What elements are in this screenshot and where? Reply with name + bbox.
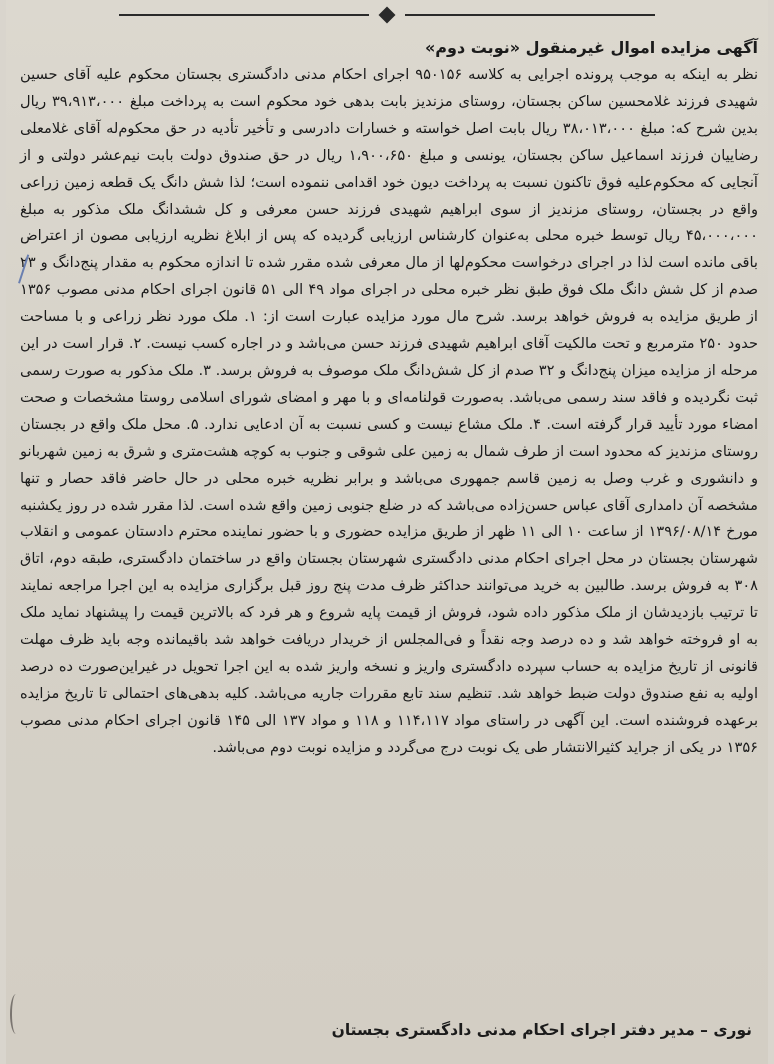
notice-body: نظر به اینکه به موجب پرونده اجرایی به کلاسه ۹۵۰۱۵۶ اجرای احکام مدنی دادگستری بجستان محکوم علیه آقای حسین شهیدی فرزند غلامحسین ساکن بجستان، روستای مزندیز بابت بدهی خود محکوم است به پرداخت مبلغ ۳۹،۹۱۳،۰۰۰ ریال بدین شرح که: مبلغ ۳۸،۰۱۳،۰۰۰ ریال بابت اصل خواسته و خسارات دادرسی و تأخیر تأدیه در حق محکوم‌له آقای غلامعلی رضاییان فرزند اسماعیل ساکن بجستان، یونسی و مبلغ ۱،۹۰۰،۶۵۰ ریال در حق صندوق دولت بابت نیم‌عشر دولتی و از آنجایی که محکوم‌علیه فوق تاکنون نسبت به پرداخت دیون خود اقدامی ننموده است؛ لذا شش دانگ یک قطعه زمین زراعی واقع در بجستان، روستای مزندیز از سوی ابراهیم شهیدی فرزند حسن معرفی و کل ششدانگ ملک مذکور به مبلغ ۴۵،۰۰۰،۰۰۰ ریال توسط خبره محلی به‌عنوان کارشناس ارزیابی گردیده که پس از ابلاغ نظریه ارزیابی مصون از اعتراض باقی مانده است لذا در اجرای درخواست محکوم‌لها از مال معرفی شده مقرر شده تا اندازه محکوم به مقدار پنج‌دانگ و ۲۳ صدم از کل شش دانگ ملک فوق طبق نظر خبره محلی در اجرای مواد ۴۹ الی ۵۱ قانون اجرای احکام مدنی مصوب ۱۳۵۶ از طریق مزایده به فروش خواهد برسد. شرح مال مورد مزایده عبارت است از: ۱. ملک مورد نظر زراعی و با مساحت حدود ۲۵۰ مترمربع و تحت مالکیت آقای ابراهیم شهیدی فرزند حسن می‌باشد و در اجاره کسب نیست. ۲. قرار است در این مرحله از مزایده میزان پنج‌دانگ و ۳۲ صدم از کل شش‌دانگ ملک موصوف به فروش برسد. ۳. ملک مذکور به صورت رسمی ثبت نگردیده و فاقد سند رسمی می‌باشد. به‌صورت قولنامه‌ای و با مهر و امضای شورای اسلامی روستا مشخصات و صحت امضاء مورد تأیید قرار گرفته است. ۴. ملک مشاع نیست و کسی نسبت به آن ادعایی ندارد. ۵. محل ملک واقع در بجستان روستای مزندیز که محدود است از طرف شمال به زمین علی شوقی و جنوب به کوچه هشت‌متری و شرق به زمین شهربانو و دانشوری و غرب وصل به زمین قاسم جمهوری می‌باشد و برابر نظریه خبره محلی در حال حاضر فاقد حصار و تنها مشخصه آن دامداری آقای عباس حسن‌زاده می‌باشد که در ضلع جنوبی زمین واقع شده است. لذا مقرر شده در روز یکشنبه مورخ ۱۳۹۶/۰۸/۱۴ از ساعت ۱۰ الی ۱۱ ظهر از طریق مزایده حضوری و با حضور نماینده محترم دادستان عمومی و انقلاب شهرستان بجستان در محل اجرای احکام مدنی دادگستری شهرستان بجستان واقع در ساختمان دادگستری، طبقه دوم، اتاق ۳۰۸ به فروش برسد. طالبین به خرید می‌توانند حداکثر ظرف مدت پنج روز قبل برگزاری مزایده به این اجرا مراجعه نمایند تا ترتیب بازدیدشان از ملک مذکور داده شود، فروش از قیمت پایه شروع و هر فرد که بالاترین قیمت را پیشنهاد نماید ملک به او فروخته خواهد شد و ده درصد وجه نقداً و فی‌المجلس از خریدار دریافت خواهد شد باقیمانده وجه باید ظرف مهلت قانونی از تاریخ مزایده به حساب سپرده دادگستری واریز و نسخه واریز شده به این اجرا تحویل در غیراین‌صورت ده درصد اولیه به نفع صندوق دولت ضبط خواهد شد. تنظیم سند تابع مقررات جاریه می‌باشد. کلیه بدهی‌های احتمالی تا تاریخ مزایده برعهده فروشنده است. این آگهی در راستای مواد ۱۱۴،۱۱۷ و ۱۱۸ و مواد ۱۳۷ الی ۱۴۵ قانون اجرای احکام مدنی مصوب ۱۳۵۶ در یکی از جراید کثیرالانتشار طی یک نوبت درج می‌گردد و مزایده نوبت دوم می‌باشد. bbox=[20, 66, 759, 756]
newspaper-clipping bbox=[6, 0, 768, 1064]
header-ornament bbox=[6, 6, 768, 24]
notice-signature: نوری – مدیر دفتر اجرای احکام مدنی دادگستری بجستان bbox=[331, 1021, 752, 1039]
ornament-line-right bbox=[405, 14, 655, 16]
ornament-line-left bbox=[119, 14, 369, 16]
auction-notice bbox=[20, 36, 758, 762]
notice-title: آگهی مزایده اموال غیرمنقول «نوبت دوم» bbox=[424, 38, 758, 57]
paper-edge-curl bbox=[10, 994, 22, 1034]
ornament-diamond-icon bbox=[379, 7, 396, 24]
